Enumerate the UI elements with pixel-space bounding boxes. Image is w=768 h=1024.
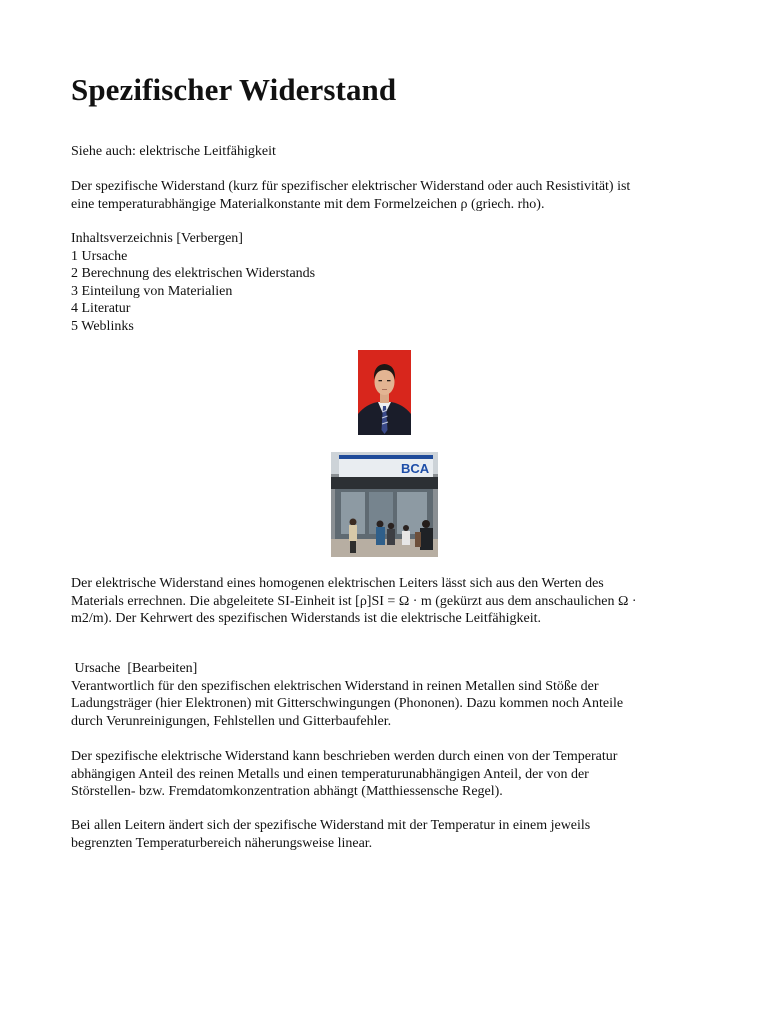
paragraph-line: durch Verunreinigungen, Fehlstellen und Gitterbaufehler. [71, 713, 392, 729]
paragraph-line: Störstellen- bzw. Fremdatomkonzentration abhängt (Matthiessensche Regel). [71, 784, 503, 799]
intro-paragraph [71, 178, 691, 213]
matthiessen-paragraph [71, 748, 691, 801]
paragraph-line: Materials errechnen. Die abgeleitete SI-Einheit ist [ρ]SI = Ω · m (gekürzt aus dem anschaulichen Ω · [71, 593, 637, 609]
bank-sign-text: BCA [401, 461, 430, 476]
toc-item-weblinks[interactable]: 5 Weblinks [71, 318, 134, 334]
section-ursache [71, 660, 691, 730]
toc-item-berechnung[interactable]: 2 Berechnung des elektrischen Widerstands [71, 266, 316, 281]
toc-heading: Inhaltsverzeichnis [Verbergen] [71, 231, 243, 246]
toc-item-einteilung[interactable]: 3 Einteilung von Materialien [71, 283, 233, 299]
paragraph-line: begrenzten Temperaturbereich näherungsweise linear. [71, 835, 373, 851]
paragraph-line: Der elektrische Widerstand eines homogenen elektrischen Leiters lässt sich aus den Werten des [71, 576, 604, 591]
paragraph-line: Ladungsträger (hier Elektronen) mit Gitterschwingungen (Phononen). Dazu kommen noch Anteile [71, 696, 624, 711]
bank-storefront-photo [331, 452, 438, 557]
paragraph-line: Der spezifische elektrische Widerstand kann beschrieben werden durch einen von der Temperatur [71, 749, 618, 764]
paragraph-line: abhängigen Anteil des reinen Metalls und einen temperaturunabhängigen Anteil, der von der [71, 766, 589, 782]
toc-item-ursache[interactable]: 1 Ursache [71, 248, 128, 264]
intro-line: Der spezifische Widerstand (kurz für spezifischer elektrischer Widerstand oder auch Resistivität) ist [71, 179, 631, 194]
intro-line: eine temperaturabhängige Materialkonstante mit dem Formelzeichen ρ (griech. rho). [71, 196, 545, 212]
toc-item-literatur[interactable]: 4 Literatur [71, 301, 131, 316]
linear-paragraph [71, 817, 691, 852]
paragraph-line: Bei allen Leitern ändert sich der spezifische Widerstand mit der Temperatur in einem jeweils [71, 818, 591, 833]
portrait-photo [358, 350, 411, 435]
page-title: Spezifischer Widerstand [71, 72, 397, 107]
unit-paragraph [71, 575, 691, 628]
paragraph-line: m2/m). Der Kehrwert des spezifischen Widerstands ist die elektrische Leitfähigkeit. [71, 611, 541, 626]
section-heading-ursache[interactable]: Ursache [Bearbeiten] [71, 661, 198, 676]
table-of-contents [71, 230, 691, 335]
paragraph-line: Verantwortlich für den spezifischen elektrischen Widerstand in reinen Metallen sind Stöße der [71, 678, 599, 694]
see-also-line: Siehe auch: elektrische Leitfähigkeit [71, 144, 276, 159]
